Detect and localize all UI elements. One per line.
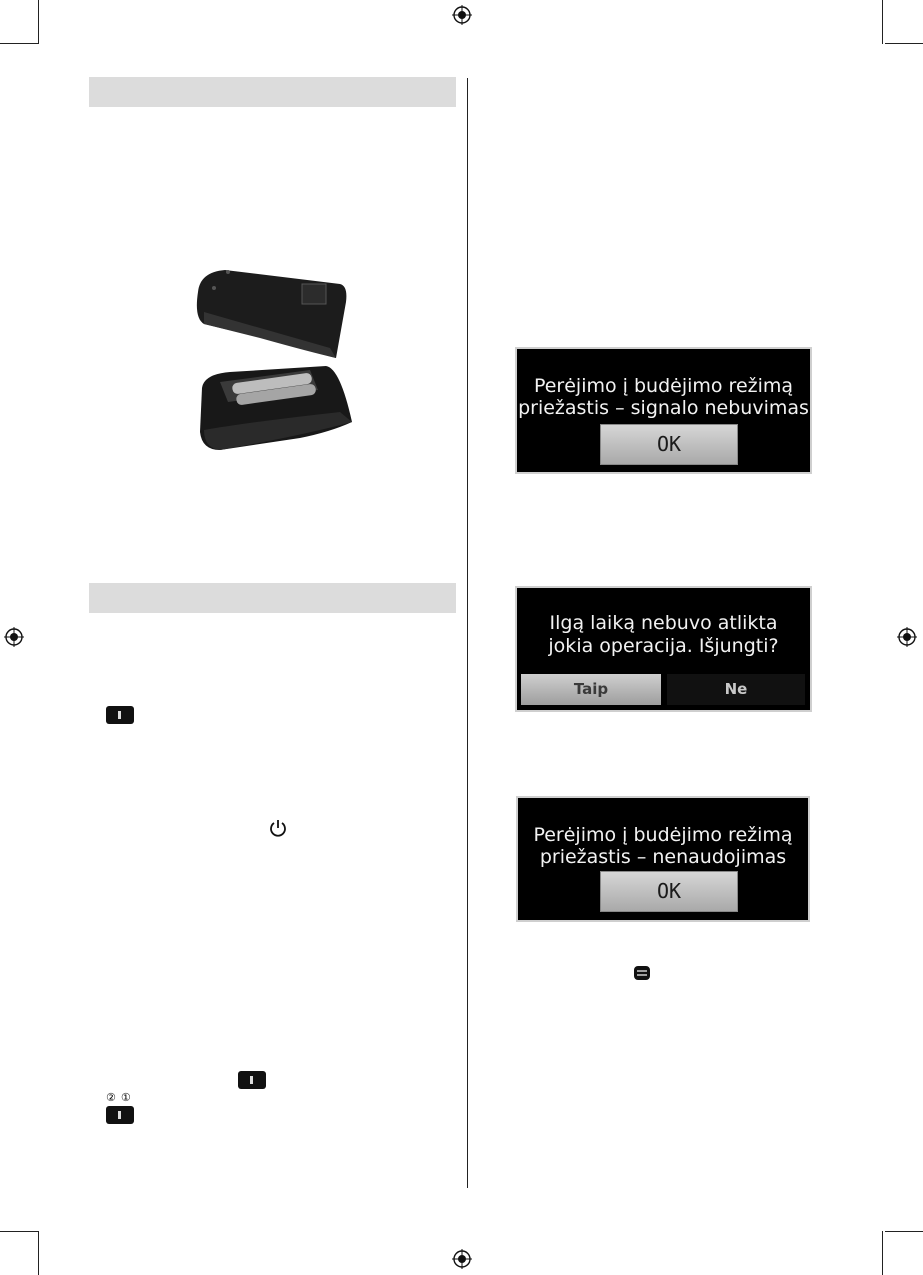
crop-mark: [882, 1231, 883, 1275]
power-icon: [268, 818, 288, 838]
registration-mark-icon: [452, 5, 472, 25]
dialog-message-line1: Perėjimo į budėjimo režimą: [533, 375, 794, 397]
dialog-message-line1: Perėjimo į budėjimo režimą: [533, 824, 793, 846]
inactivity-turn-off-dialog: [515, 586, 812, 712]
crop-mark: [882, 0, 883, 44]
standby-no-signal-dialog: [515, 347, 812, 474]
dialog-message-line1: Ilgą laiką nebuvo atlikta: [549, 612, 778, 634]
crop-mark: [38, 0, 39, 44]
crop-mark: [885, 43, 923, 44]
switch-position-labels: [106, 1092, 131, 1104]
position-one-label: ①: [120, 1091, 131, 1104]
crop-mark: [0, 43, 38, 44]
section-header-bar: [89, 77, 456, 107]
ok-button[interactable]: OK: [600, 424, 738, 465]
section-header-bar: [89, 583, 456, 613]
crop-mark: [0, 1231, 38, 1232]
registration-mark-icon: [452, 1249, 472, 1269]
no-button[interactable]: Ne: [667, 674, 805, 705]
standby-no-use-dialog: [516, 796, 810, 922]
dialog-message-line2: jokia operacija. Išjungti?: [548, 635, 779, 657]
dialog-message-line2: priežastis – signalo nebuvimas: [518, 397, 809, 419]
registration-mark-icon: [4, 627, 24, 647]
menu-button-icon: [633, 965, 651, 981]
yes-button[interactable]: Taip: [521, 674, 661, 705]
remote-battery-compartment-image: [190, 262, 360, 454]
position-two-label: ②: [106, 1091, 116, 1104]
crop-mark: [885, 1231, 923, 1232]
main-switch-icon: [238, 1071, 266, 1089]
ok-button[interactable]: OK: [600, 871, 738, 912]
main-switch-icon: [106, 706, 134, 724]
registration-mark-icon: [897, 627, 917, 647]
dialog-message-line2: priežastis – nenaudojimas: [539, 846, 787, 868]
crop-mark: [38, 1231, 39, 1275]
column-divider: [467, 78, 468, 1188]
main-switch-icon: [106, 1106, 134, 1124]
